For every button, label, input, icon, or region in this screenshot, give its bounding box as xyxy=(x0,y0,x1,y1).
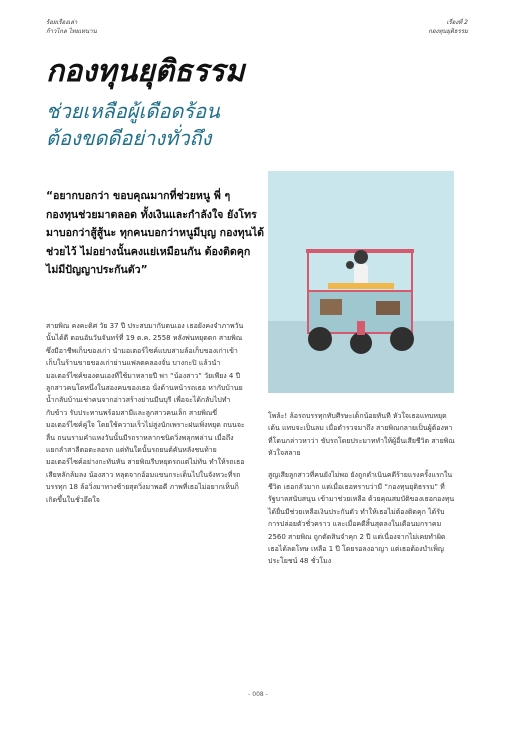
header-right-line2: กองทุนยุติธรรม xyxy=(428,28,468,35)
body-paragraph: สายพิณ คงคะดิศ วัย 37 ปี ประสบมากับตนเอง เธอยังคงจำภาพวันนั้นได้ดี ตอนอันวันจันทร์ที่ 19 ต.ค. 2558 หลังพ่นหยุดตก สายพิณ ซึ่งมีอาชีพเก็บของเก่า นำมอเตอร์ไซค์แบบสามล้อเก็บของเก่าเข้าเก็บในร้านขายของเก่าย่านแฟลตคลองจั่น บางกะปิ แล้วนำมอเตอร์ไซค์ของตนเองที่ใช้มาหลายปี พา “น้องสาว” วัยเพียง 4 ปี ลูกสาวคนโตหนึ่งในสองคนของเธอ นั่งด้านหน้ารถเธอ หากับบ้านยน้ำกลับบ้านเช่าคนจากอ่าวสร้างย่านมีนบุรี เพื่อจะได้กลับไปทำกับข้าว รับประทานพร้อมสามีและลูกสาวคนเล็ก สายพิณขี่มอเตอร์ไซค์คู่ใจ โดยใช้ความเร็วไม่สูงนักเพราะฝนเพิ่งหยุด ถนนจะลื่น ถนนรามคำแหงวันนั้นมีรถราหลากชนิดวิ่งพลุกพล่าน เมื่อถึงแยกลำสาลีตอตะลอรถ แต่ทันใดนั้นรถยนต์คันหลังชนท้ายมอเตอร์ไซค์อย่างกะทันหัน สายพิณรีบหยุดรถแต่ไม่ทัน ทำให้รถเธอเสียหลักล้มลง น้องสาว หลุดจากอ้อมแขนกระเด็นไปในจังหวะที่รถบรรทุก 18 ล้อวิ่งมาทางซ้ายสุดวิ่งมาพอดี ภาพที่เธอไม่อยากเห็นก็เกิดขึ้นในชั่วอึดใจ xyxy=(46,322,245,504)
wheel-left xyxy=(308,327,332,351)
body-column-right xyxy=(268,410,456,577)
parcel-left xyxy=(320,299,342,315)
rider-head xyxy=(354,250,368,264)
wheel-center xyxy=(350,332,372,354)
pull-quote: “อยากบอกว่า ขอบคุณมากที่ช่วยหนู พี่ ๆ กองทุนช่วยมาตลอด ทั้งเงินและกำลังใจ ยังโทรมาบอกว่าสู้สู้นะ ทุกคนบอกว่าหนูมีบุญ กองทุนได้ช่วยไว้ ไม่อย่างนั้นคงแย่เหมือนกัน ต้องติดคุกไม่มีปัญญาประกันตัว” xyxy=(46,190,265,277)
page-number: - 008 - xyxy=(248,691,268,698)
header-right-line1: เรื่องที่ 2 xyxy=(446,19,468,26)
illustration-motorcycle-trailer xyxy=(268,171,454,393)
rider-body xyxy=(354,264,368,286)
subtitle-line2: ต้องขดดีอย่างทั่วถึง xyxy=(46,126,212,150)
header-right xyxy=(428,18,468,36)
page-subtitle xyxy=(46,98,466,152)
header-left-line2: ก้าวไกล ไทยเทนาน xyxy=(46,28,97,35)
page-title: กองทุนยุติธรรม xyxy=(46,54,245,89)
parcel-right xyxy=(376,301,400,315)
subtitle-line1: ช่วยเหลือผู้เดือดร้อน xyxy=(46,99,220,123)
body-column-left xyxy=(46,320,246,515)
wheel-right xyxy=(390,327,414,351)
header-left-line1: ร้อยเรื่องเล่า xyxy=(46,19,78,26)
child-head xyxy=(346,261,354,269)
body-paragraph: สูญเสียลูกสาวที่คนยังไม่พอ ยังถูกดำเนินคดีร้ายแรงครั้งแรกในชีวิต เธอกลัวมาก แต่เมื่อเธอทราบว่ามี “กองทุนยุติธรรม” ที่รัฐบาลสนับสนุน เข้ามาช่วยเหลือ ด้วยคุณสมบัติของเธอกองทุนได้ยื่นมีช่วยเหลือเงินประกันตัว ทำให้เธอไม่ต้องติดคุก ได้รับการปล่อยตัวชั่วคราว และเมื่อคดีสิ้นสุดลงในเดือนมกราคม 2560 สายพิณ ถูกตัดสินจำคุก 2 ปี แต่เนื่องจากไม่เคยทำผิดเธอได้ลดโทษ เหลือ 1 ปี โดยรอลงอาญา แต่เธอต้องบำเพ็ญประโยชน์ 48 ชั่วโมง xyxy=(268,470,455,566)
header-left xyxy=(46,18,97,36)
body-paragraph: โพล้ะ! ล้อรถบรรทุกทับศีรษะเด็กน้อยทันที หัวใจเธอแทบหยุดเต้น แทบจะเป็นลม เมื่อตำรวจมาถึง สายพิณกลายเป็นผู้ต้องหาที่โดนกล่าวหาว่า ขับรถโดยประมาททำให้ผู้อื่นเสียชีวิต สายพิณ หัวใจสลาย xyxy=(268,412,455,458)
